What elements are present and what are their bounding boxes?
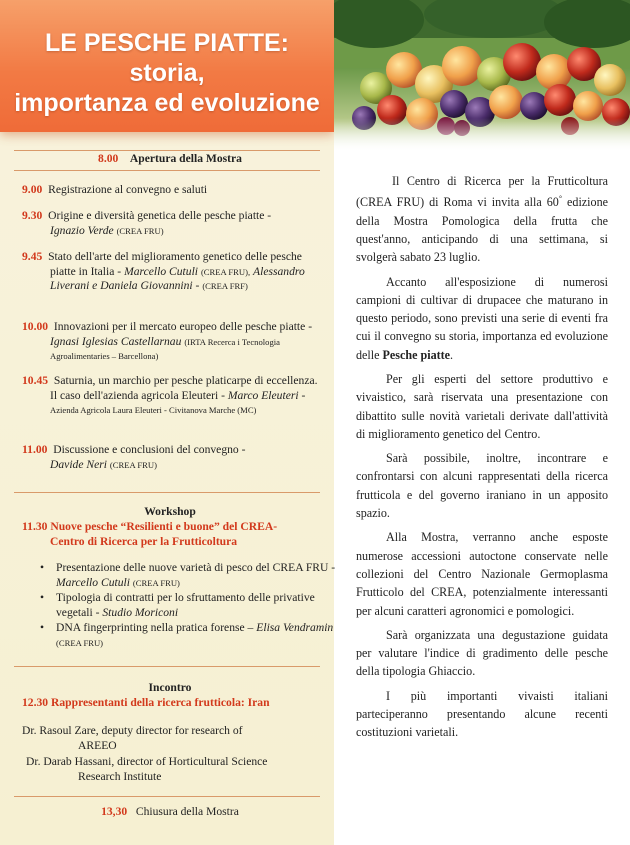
program-text: Saturnia, un marchio per pesche platicarpe di eccellenza. Il caso dell'azienda agricola Eleuteri - — [50, 374, 318, 402]
program-affiliation: (CREA FRU), — [200, 266, 251, 277]
incontro-title-text: Rappresentanti della ricerca frutticola: Iran — [51, 696, 270, 709]
title-banner — [0, 0, 334, 132]
paragraph: I più importanti vivaisti italiani parteciperanno presentando alcune recenti costituzioni varietali. — [356, 688, 608, 740]
list-item-speaker: Marcello Cutuli — [56, 575, 130, 589]
workshop-heading: Workshop — [144, 505, 196, 518]
program-speaker: Marcello Cutuli — [124, 264, 199, 278]
program-item — [22, 374, 318, 418]
divider — [14, 796, 320, 797]
program-affiliation: (IRTA Recerca i Tecnologia Agroalimentaries – Barcellona) — [50, 336, 280, 361]
banner-line-1: LE PESCHE PIATTE: — [44, 29, 289, 57]
paragraph — [356, 273, 608, 364]
list-item-affiliation: (CREA FRU) — [56, 637, 104, 648]
program-speaker: Davide Neri — [50, 457, 107, 471]
closing-time: 13,30 — [101, 805, 128, 818]
program-item — [22, 443, 318, 472]
invitation-text — [356, 172, 608, 748]
workshop-list — [22, 561, 352, 652]
banner-title — [0, 28, 334, 118]
incontro-title — [22, 696, 318, 711]
workshop-time: 11.30 — [22, 520, 48, 533]
divider — [14, 492, 320, 493]
program-time: 9.00 — [22, 183, 43, 196]
list-item — [56, 621, 352, 650]
program-time: 11.00 — [22, 443, 48, 456]
program-time: 9.30 — [22, 209, 43, 222]
incontro-heading: Incontro — [148, 681, 192, 694]
program-time: 10.00 — [22, 320, 49, 333]
list-item-speaker: Studio Moriconi — [102, 605, 179, 619]
divider — [14, 666, 320, 667]
fruit-photo — [334, 0, 630, 152]
workshop-title-line-2: Centro di Ricerca per la Frutticoltura — [50, 534, 238, 548]
program-item — [22, 183, 318, 198]
program-item — [22, 250, 318, 294]
program-time: 9.45 — [22, 250, 43, 263]
program-text: Origine e diversità genetica delle pesche piatte - — [48, 209, 272, 222]
closing-row — [22, 805, 318, 820]
list-item — [56, 591, 352, 620]
participant-line: Dr. Rasoul Zare, deputy director for research of — [22, 724, 243, 737]
program-text: Registrazione al convegno e saluti — [48, 183, 208, 196]
program-text: Stato dell'arte del miglioramento genetico delle pesche piatte in Italia - — [48, 250, 302, 278]
program-text: Discussione e conclusioni del convegno - — [53, 443, 246, 456]
paragraph: Per gli esperti del settore produttivo e vivaistico, sarà riservata una presentazione con dibattito sulle novità varietali derivate dall'attività di miglioramento genetico del Centro. — [356, 372, 608, 441]
participant-line: AREEO — [78, 738, 117, 752]
opening-time: 8.00 — [98, 152, 119, 165]
paragraph-text: Il Centro di Ricerca per la Frutticoltura (CREA FRU) di Roma vi invita alla 60 — [356, 174, 608, 210]
program-time: 10.45 — [22, 374, 49, 387]
list-item-text: DNA fingerprinting nella pratica forense – — [56, 621, 254, 635]
list-item — [56, 561, 352, 590]
program-speaker-2: Alessandro Liverani e Daniela Giovannini - — [50, 264, 305, 292]
list-item-text: Tipologia di contratti per lo sfruttamento delle privative vegetali - — [56, 591, 315, 619]
program-affiliation: (CREA FRU) — [116, 225, 164, 236]
program-affiliation: Azienda Agricola Laura Eleuteri - Civitanova Marche (MC) — [50, 405, 257, 415]
workshop-title — [22, 520, 318, 549]
participant-line: Dr. Darab Hassani, director of Horticultural Science — [26, 755, 268, 768]
paragraph: Sarà possibile, inoltre, incontrare e confrontarsi con alcuni rappresentati della ricerca frutticola e del governo iraniano in un apposito spazio. — [356, 451, 608, 521]
paragraph — [356, 172, 608, 267]
incontro-participant — [26, 755, 322, 784]
program-item — [22, 209, 318, 238]
paragraph-text: . — [450, 347, 454, 362]
program-speaker: Ignasi Iglesias Castellarnau — [50, 334, 182, 348]
paragraph: Sarà organizzata una degustazione guidata per valutare l'indice di gradimento delle pesche della tipologia Ghiaccio. — [356, 627, 608, 679]
participant-line: Research Institute — [78, 769, 162, 783]
paragraph: Alla Mostra, verranno anche esposte numerose accessioni autoctone conservate nelle collezioni del Centro Nazionale Germoplasma Frutticolo del CREA, potenzialmente interessanti per alcuni caratteri agronomici e pomologici. — [356, 530, 608, 618]
opening-text: Apertura della Mostra — [129, 152, 242, 165]
divider — [14, 170, 320, 171]
list-item-affiliation: (CREA FRU) — [132, 577, 180, 588]
incontro-participant — [22, 724, 318, 753]
list-item-speaker: Elisa Vendramin — [256, 621, 334, 635]
program-speaker: Marco Eleuteri - — [227, 388, 306, 402]
program-affiliation: (CREA FRU) — [109, 459, 157, 470]
banner-line-2: storia, — [129, 59, 205, 87]
paragraph-text: edizione della Mostra Pomologica della frutta che quest'anno, anticipando di una settimana, si svolgerà sabato 23 luglio. — [356, 195, 608, 265]
banner-line-3: importanza ed evoluzione — [14, 89, 320, 117]
ordinal-mark: ° — [558, 194, 563, 204]
program-affiliation-2: (CREA FRF) — [202, 281, 248, 291]
program-speaker: Ignazio Verde — [50, 223, 114, 237]
fruit-illustration — [334, 0, 630, 152]
paragraph-text: Accanto all'esposizione di numerosi campioni di cultivar di drupacee che maturano in questo periodo, sono previsti una serie di eventi fra cui il convegno su storia, importanza ed evoluzione delle — [356, 274, 608, 362]
opening-row — [22, 152, 318, 167]
incontro-time: 12.30 — [22, 696, 49, 709]
program-item — [22, 320, 318, 364]
highlight-text: Pesche piatte — [382, 347, 451, 362]
program-text: Innovazioni per il mercato europeo delle pesche piatte - — [53, 320, 313, 333]
divider — [14, 150, 320, 151]
closing-text: Chiusura della Mostra — [135, 805, 239, 818]
list-item-text: Presentazione delle nuove varietà di pesco del CREA FRU - — [56, 561, 336, 574]
workshop-title-line-1: Nuove pesche “Resilienti e buone” del CREA- — [50, 520, 278, 533]
